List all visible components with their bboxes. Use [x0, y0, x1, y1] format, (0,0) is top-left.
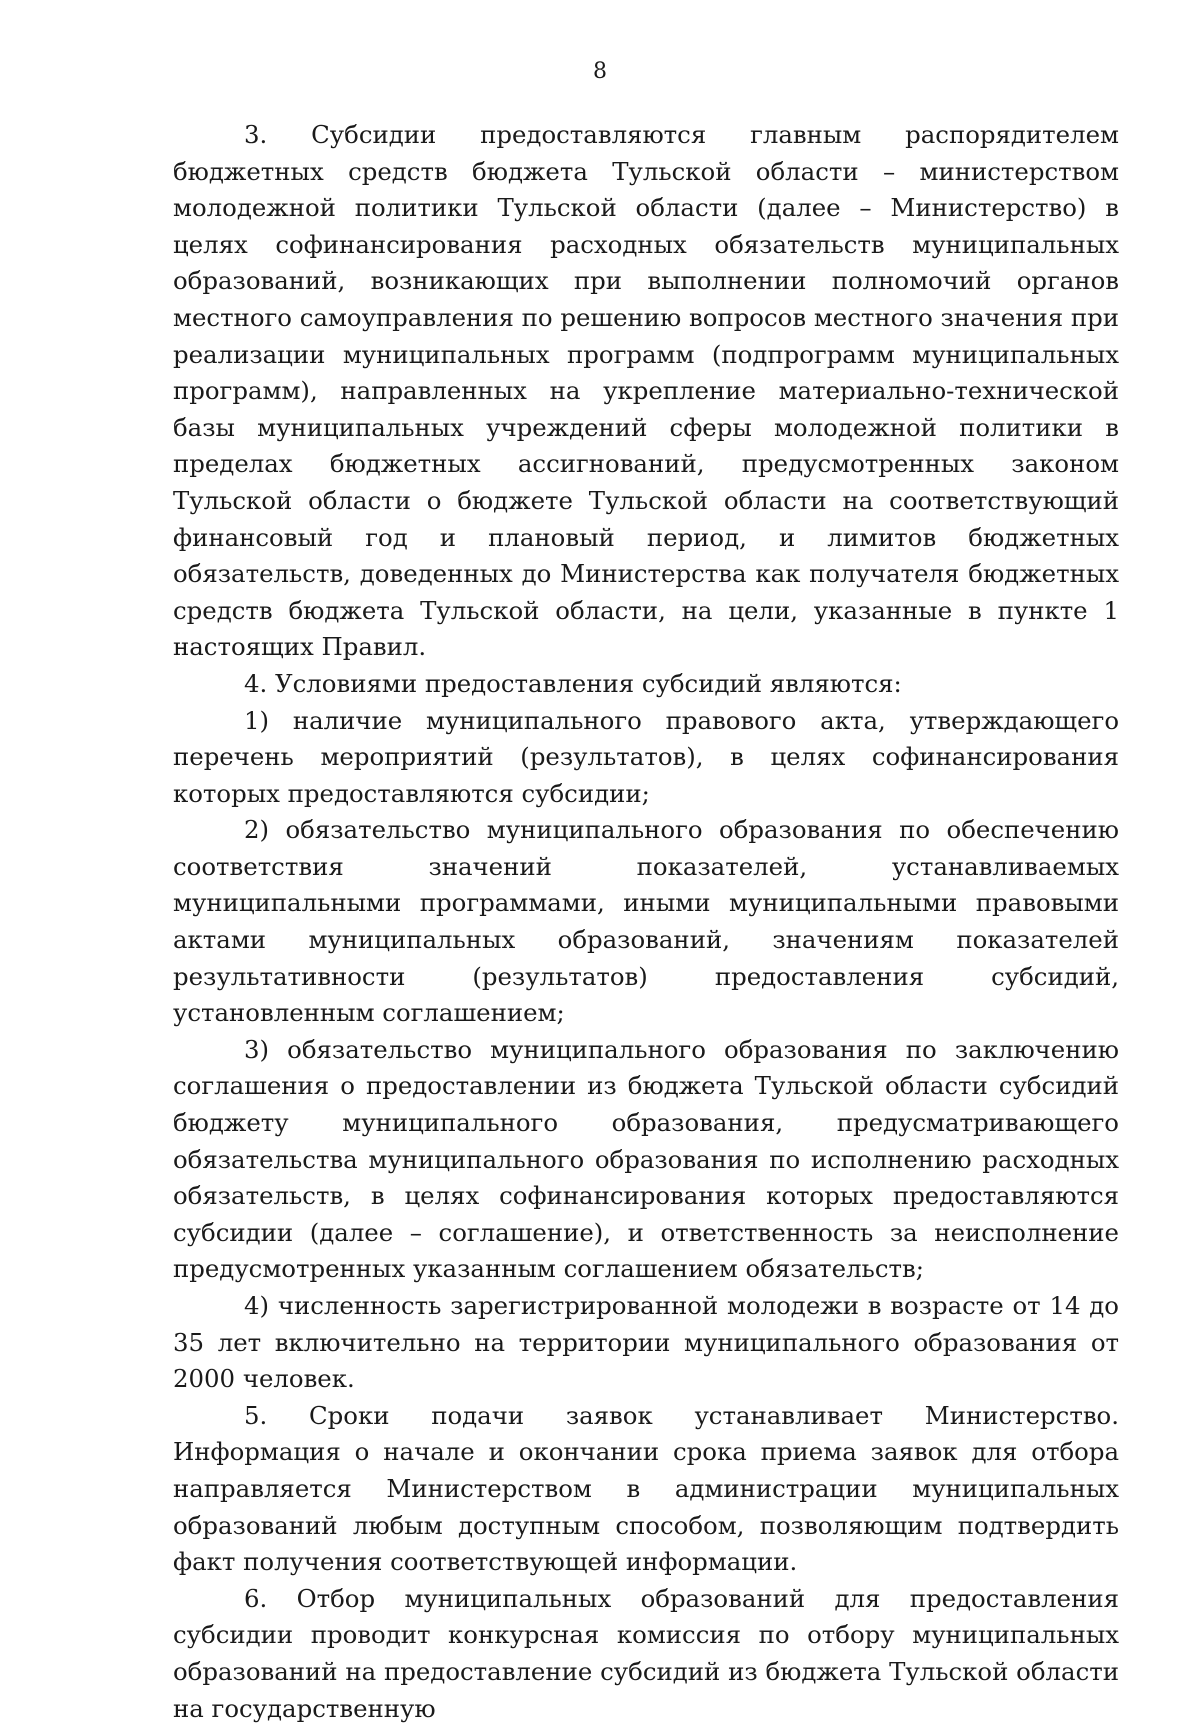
document-body	[173, 117, 1119, 1727]
paragraph-4-item-2: 2) обязательство муниципального образования по обеспечению соответствия значений показателей, устанавливаемых муниципальными программами, иными муниципальными правовыми актами муниципальных образований, значениям показателей результативности (результатов) предоставления субсидий, установленным соглашением;	[173, 815, 1119, 1028]
paragraph-5: 5. Сроки подачи заявок устанавливает Министерство. Информация о начале и окончании срока приема заявок для отбора направляется Министерством в администрации муниципальных образований любым доступным способом, позволяющим подтвердить факт получения соответствующей информации.	[173, 1400, 1119, 1577]
paragraph-4-item-4: 4) численность зарегистрированной молодежи в возрасте от 14 до 35 лет включительно на территории муниципального образования от 2000 человек.	[173, 1291, 1119, 1394]
paragraph-4: 4. Условиями предоставления субсидий являются:	[244, 668, 902, 698]
paragraph-4-item-1: 1) наличие муниципального правового акта, утверждающего перечень мероприятий (результатов), в целях софинансирования которых предоставляются субсидии;	[173, 705, 1119, 808]
page-number: 8	[593, 59, 607, 84]
paragraph-6: 6. Отбор муниципальных образований для предоставления субсидии проводит конкурсная комиссия по отбору муниципальных образований на предоставление субсидий из бюджета Тульской области на государственную	[173, 1583, 1119, 1723]
paragraph-3: 3. Субсидии предоставляются главным распорядителем бюджетных средств бюджета Тульской области – министерством молодежной политики Тульской области (далее – Министерство) в целях софинансирования расходных обязательств муниципальных образований, возникающих при выполнении полномочий органов местного самоуправления по решению вопросов местного значения при реализации муниципальных программ (подпрограмм муниципальных программ), направленных на укрепление материально-технической базы муниципальных учреждений сферы молодежной политики в пределах бюджетных ассигнований, предусмотренных законом Тульской области о бюджете Тульской области на соответствующий финансовый год и плановый период, и лимитов бюджетных обязательств, доведенных до Министерства как получателя бюджетных средств бюджета Тульской области, на цели, указанные в пункте 1 настоящих Правил.	[173, 120, 1119, 662]
paragraph-4-item-3: 3) обязательство муниципального образования по заключению соглашения о предоставлении из бюджета Тульской области субсидий бюджету муниципального образования, предусматривающего обязательства муниципального образования по исполнению расходных обязательств, в целях софинансирования которых предоставляются субсидии (далее – соглашение), и ответственность за неисполнение предусмотренных указанным соглашением обязательств;	[173, 1034, 1119, 1284]
